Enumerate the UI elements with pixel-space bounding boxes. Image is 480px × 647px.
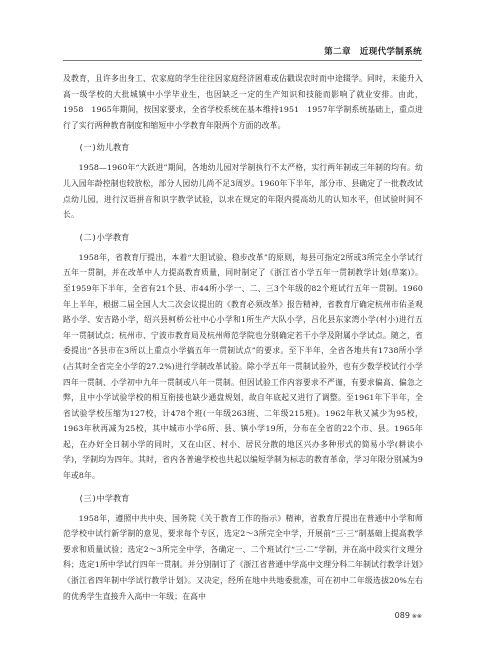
page-footer xyxy=(395,611,422,620)
page-number: 089 xyxy=(394,611,410,620)
paragraph-preschool: 1958—1960年“大跃进”期间，各地幼儿园对学制执行不太严格，实行两年制或三年制的均有。幼儿入园年龄控制也较放松，部分人园幼儿尚不足3周岁。1960年下半年，部分市、县确定了一批教改试点幼儿园，进行汉语拼音和识字教学试验，以求在规定的年限内提高幼儿的认知水平，但试验时间不长。 xyxy=(63,163,423,220)
paragraph-primary: 1958年，省教育厅提出，本着“大胆试验、稳步改革”的原则，每县可指定2所或3所完全小学试行五年一贯制，并在改革中人力提高教育质量，同时制定了《浙江省小学五年一贯制教学计划(草案)》。至1959年下半年，全省有21个县、市44所小学一、二、三3个年级的82个班试行五年一贯制。1960年上半年，根据二届全国人大二次会议提出的《教育必须改革》报告精神，省教育厅确定杭州市佑圣观路小学、安吉路小学，绍兴县柯桥公社中心小学和1所生产大队小学，吕化县东家湾小学(村小)进行五年一贯制试点；杭州市、宁波市教育局及杭州师范学院也分别确定若干小学及附属小学试点。随之，省委提出“各县市在3所以上重点小学搞五年一贯制试点”的要求。至下半年，全省各地共有1738所小学(占其时全省完全小学的27.2%)进行学制改革试验。除小学五年一贯制试验外，也有少数学校试行小学四年一贯制、小学初中九年一贯制或八年一贯制。但因试验工作内容要求不严谨，有要求偏高、偏急之弊，且中小学试验学校的相互衔接也缺少通盘规划，故自年底起又进行了调整。至1961年下半年，全省试验学校压缩为127校，计478个班(一年级263班、二年级215班)。1962年秋又减少为95校，1963年秋再减为25校，其中城市小学6所、县、镇小学19所，分布在全省的22个市、县。1965年起，在办好全日制小学的同时，又在山区、村小、居民分散的地区兴办多种形式的简易小学(耕读小学)，学制均为四年。其时，省内各普遍学校也共起以编短学制为标志的教育革命，学习年限分别减为9年或8年。 xyxy=(63,252,423,481)
section-heading-preschool: (一)幼儿教育 xyxy=(78,142,130,153)
footer-ornament: ❀❀ xyxy=(411,613,422,620)
page-body xyxy=(63,71,423,611)
paragraph-intro: 及教育，且许多出身工、农家庭的学生往往因家庭经济困难或佔戳误农时而中途辍学。同时，未能升入高一级学校的大批城镇中小学毕业生，也因缺乏一定的生产知识和技能而影响了就业安排。由此，1958 1965年期间，按国家要求，全省学校系统在基本维持1951 1957年学制系统基础上，重点进行了实行两种教育制度和缩短中小学教育年限两个方面的改革。 xyxy=(63,74,423,130)
running-header xyxy=(63,40,422,61)
paragraph-secondary: 1958年，遵照中共中央、国务院《关于教育工作的指示》精神，省教育厅提出在普通中小学和师范学校中试行新学制的意见，要求每个专区，选定2～3所完全中学，开展前“三·三”制基础上提高教学要求和质量试验；选定2～3所完全中学，各确定一、二个班试行“三·二”学制，并在高中段实行文理分科；选定1所中学试行四年一贯制。并分别制订了《浙江省普通中学高中文理分科二年制试行教学计划》《浙江省四年制中学试行教学计划》。又决定，经所在地中共地委批准，可在初中二年级选拔20%左右的优秀学生直接升入高中一年级；在高中 xyxy=(63,513,423,601)
section-heading-primary: (二)小学教育 xyxy=(78,231,130,242)
section-heading-secondary: (三)中学教育 xyxy=(78,492,130,503)
chapter-title: 第二章 近现代学制系统 xyxy=(324,47,422,57)
